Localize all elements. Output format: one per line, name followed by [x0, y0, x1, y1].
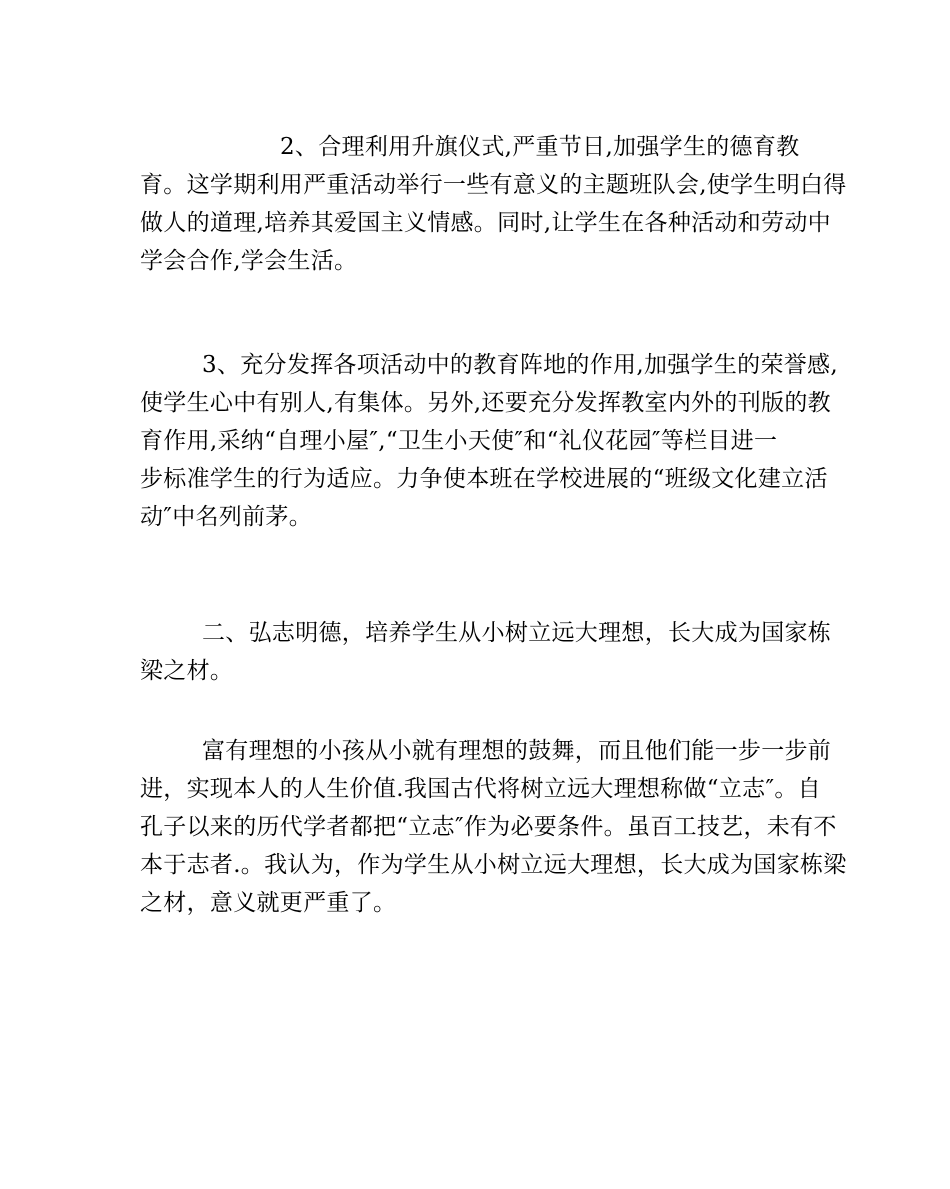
paragraph-line: 富有理想的小孩从小就有理想的鼓舞，而且他们能一步一步前 — [202, 738, 832, 764]
paragraph-line: 动″中名列前茅。 — [140, 504, 312, 530]
paragraph-line: 做人的道理,培养其爱国主义情感。同时,让学生在各种活动和劳动中 — [140, 210, 831, 236]
paragraph-line: 学会合作,学会生活。 — [140, 248, 358, 274]
paragraph-2-moral-education — [140, 128, 847, 280]
paragraph-line: 之材，意义就更严重了。 — [140, 890, 397, 916]
paragraph-line: 孔子以来的历代学者都把“立志″作为必要条件。虽百工技艺，未有不 — [140, 814, 837, 840]
paragraph-line: 使学生心中有别人,有集体。另外,还要充分发挥教室内外的刊版的教 — [140, 390, 831, 416]
paragraph-line: 梁之材。 — [140, 658, 234, 684]
paragraph-3-activities — [140, 346, 838, 536]
paragraph-ideals — [140, 732, 847, 922]
paragraph-line: 2、合理利用升旗仪式,严重节日,加强学生的德育教 — [280, 134, 800, 160]
paragraph-line: 二、弘志明德，培养学生从小树立远大理想，长大成为国家栋 — [202, 620, 832, 646]
section-heading-2 — [140, 614, 832, 690]
paragraph-line: 步标准学生的行为适应。力争使本班在学校进展的“班级文化建立活 — [140, 466, 828, 492]
paragraph-line: 3、充分发挥各项活动中的教育阵地的作用,加强学生的荣誉感, — [202, 352, 838, 378]
paragraph-line: 本于志者.。我认为，作为学生从小树立远大理想，长大成为国家栋梁 — [140, 852, 847, 878]
paragraph-line: 育。这学期利用严重活动举行一些有意义的主题班队会,使学生明白得 — [140, 172, 847, 198]
paragraph-line: 进，实现本人的人生价值.我国古代将树立远大理想称做“立志″。自 — [140, 776, 821, 802]
paragraph-line: 育作用,采纳“自理小屋″,“卫生小天使″和“礼仪花园″等栏目进一 — [140, 428, 778, 454]
